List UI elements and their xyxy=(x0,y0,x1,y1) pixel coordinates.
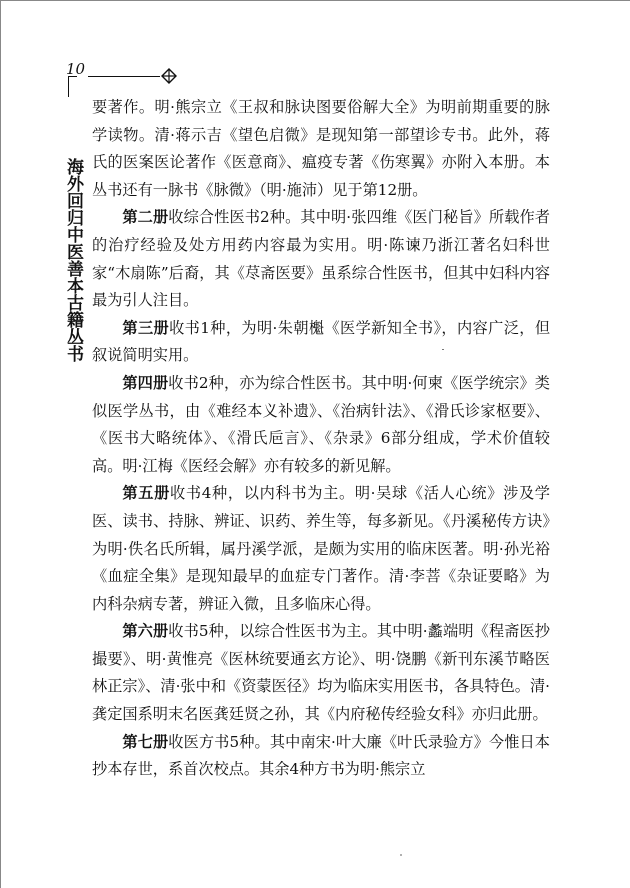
page-number: 10 xyxy=(66,60,86,78)
volume-6-label: 第六册 xyxy=(122,622,169,641)
volume-4-text: 收书2种，亦为综合性医书。其中明·何柬《医学统宗》类似医学丛书，由《难经本义补遗》、《治病针法》、《滑氏诊家枢要》、《医书大略统体》、《滑氏巵言》、《杂录》6部分组成，学术价值较高。明·江梅《医经会解》亦有较多的新见解。 xyxy=(92,373,550,475)
header-rule xyxy=(88,76,160,77)
body-text xyxy=(92,94,550,784)
scan-speck xyxy=(400,854,402,856)
diamond-cross-ornament-icon xyxy=(160,67,178,85)
page-border-top xyxy=(0,0,630,1)
volume-4-label: 第四册 xyxy=(122,373,169,392)
volume-2-text: 收综合性医书2种。其中明·张四维《医门秘旨》所载作者的治疗经验及处方用药内容最为实用。明·陈谏乃浙江著名妇科世家“木扇陈”后裔，其《荩斋医要》虽系综合性医书，但其中妇科内容最为引人注目。 xyxy=(92,208,550,310)
volume-7-text: 收医方书5种。其中南宋·叶大廉《叶氏录验方》今惟日本抄本存世，系首次校点。其余4种方书为明·熊宗立 xyxy=(92,732,550,779)
series-title-vertical: 海外回归中医善本古籍丛书 xyxy=(63,158,83,362)
paragraph-volume-2 xyxy=(92,204,550,314)
paragraph-1 xyxy=(92,94,550,204)
paragraph-volume-4 xyxy=(92,370,550,480)
page-border-left xyxy=(0,0,1,888)
volume-3-text: 收书1种，为明·朱朝櫆《医学新知全书》，内容广泛，但叙说简明实用。 xyxy=(92,318,551,365)
volume-6-text: 收书5种，以综合性医书为主。其中明·蠡端明《程斋医抄撮要》、明·黄惟亮《医林统要通玄方论》、明·饶鹏《新刊东溪节略医林正宗》、清·张中和《资蒙医径》均为临床实用医书，各具特色。清·龚定国系明末名医龚廷贤之孙，其《内府秘传经验女科》亦归此册。 xyxy=(92,622,550,724)
header-bracket xyxy=(68,76,77,97)
paragraph-volume-6 xyxy=(92,618,550,728)
paragraph-volume-5 xyxy=(92,480,550,618)
volume-3-label: 第三册 xyxy=(122,318,170,337)
volume-7-label: 第七册 xyxy=(122,732,169,751)
volume-5-label: 第五册 xyxy=(122,484,170,503)
paragraph-1-text: 要著作。明·熊宗立《王叔和脉诀图要俗解大全》为明前期重要的脉学读物。清·蒋示吉《望色启微》是现知第一部望诊专书。此外，蒋氏的医案医论著作《医意商》、瘟疫专著《伤寒翼》亦附入本册。本丛书还有一脉书《脉微》（明·施沛）见于第12册。 xyxy=(92,98,550,199)
volume-5-text: 收书4种，以内科书为主。明·吴球《活人心统》涉及学医、读书、持脉、辨证、识药、养生等，每多新见。《丹溪秘传方诀》为明·佚名氏所辑，属丹溪学派，是颇为实用的临床医著。明·孙光裕《血症全集》是现知最早的血症专门著作。清·李菩《杂证要略》为内科杂病专著，辨证入微，且多临床心得。 xyxy=(92,484,550,613)
paragraph-volume-3 xyxy=(92,315,550,370)
scan-speck xyxy=(442,349,444,350)
paragraph-volume-7 xyxy=(92,729,550,784)
volume-2-label: 第二册 xyxy=(122,208,169,227)
